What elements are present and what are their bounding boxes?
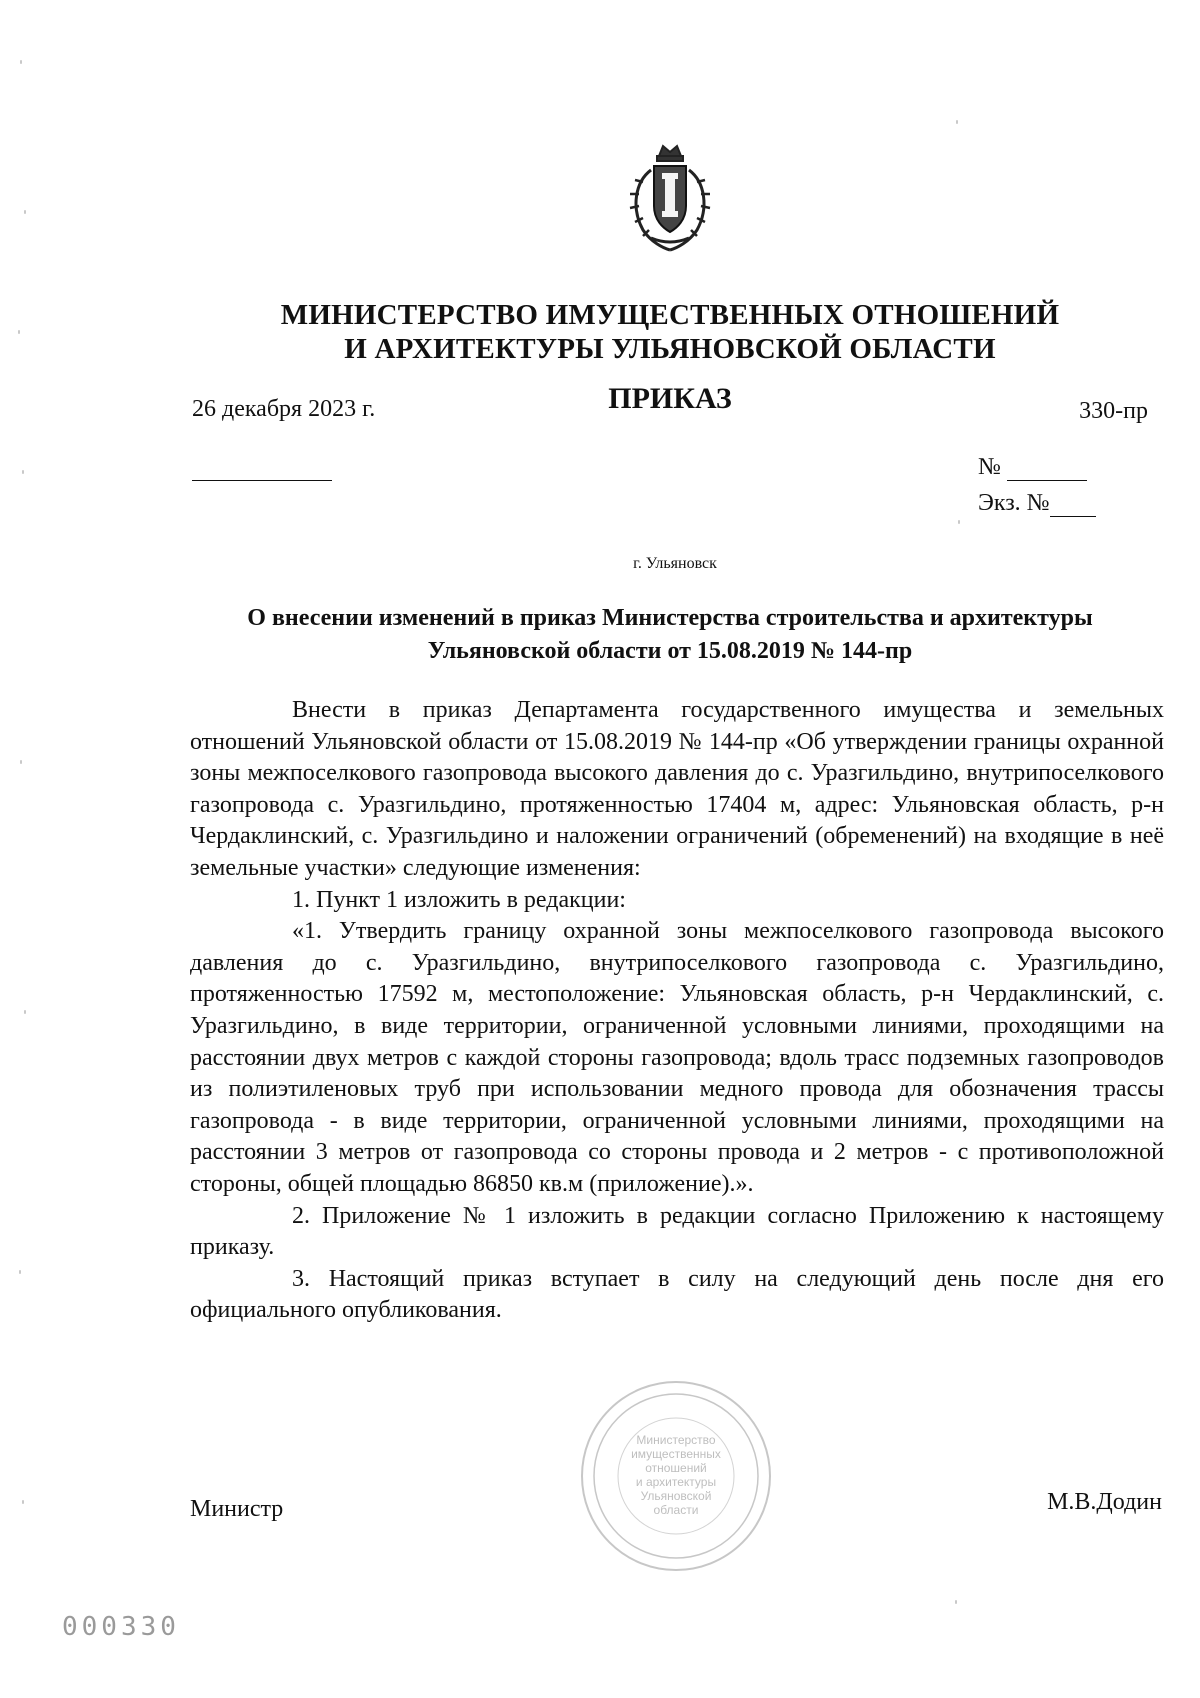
scan-speck: [22, 470, 24, 474]
number-label: №: [978, 454, 1001, 480]
seal-line1: Министерство: [636, 1433, 716, 1447]
blank-signature-line: [192, 480, 332, 481]
registration-number: [978, 454, 1087, 481]
copy-blank: [1050, 496, 1096, 517]
document-serial-number: 000330: [62, 1612, 180, 1642]
seal-line2: имущественных: [631, 1447, 721, 1461]
scan-speck: [20, 760, 22, 764]
seal-line4: и архитектуры: [635, 1475, 717, 1489]
document-type-title: ПРИКАЗ: [608, 382, 732, 415]
seal-line5: Ульяновской: [640, 1489, 712, 1503]
seal-line3: отношений: [645, 1461, 707, 1475]
scan-speck: [24, 210, 26, 214]
scan-speck: [958, 520, 960, 524]
order-body: [190, 695, 1164, 1327]
body-intro: Внести в приказ Департамента государственного имущества и земельных отношений Ульяновской области от 15.08.2019 № 144-пр «Об утверждении границы охранной зоны межпоселкового газопровода высокого давления до с. Уразгильдино, внутрипоселкового газопровода с. Уразгильдино, протяженностью 17404 м, адрес: Ульяновская область, р-н Чердаклинский, с. Уразгильдино и наложении ограничений (обременений) на входящие в неё земельные участки» следующие изменения:: [190, 697, 1164, 881]
subject-line1: О внесении изменений в приказ Министерства строительства и архитектуры: [247, 605, 1093, 631]
scan-speck: [956, 120, 958, 124]
seal-line6: области: [653, 1503, 699, 1517]
body-item1: 1. Пункт 1 изложить в редакции:: [292, 886, 626, 913]
order-subject: [180, 602, 1160, 668]
scan-speck: [20, 60, 22, 64]
ministry-name-line1: МИНИСТЕРСТВО ИМУЩЕСТВЕННЫХ ОТНОШЕНИЙ: [280, 299, 1060, 331]
scan-speck: [18, 330, 20, 334]
body-item3: 3. Настоящий приказ вступает в силу на следующий день после дня его официального опубликования.: [190, 1265, 1164, 1324]
scan-speck: [19, 1270, 21, 1274]
signatory-title: Министр: [190, 1496, 284, 1522]
copy-number: [978, 490, 1096, 517]
scan-speck: [955, 1600, 957, 1604]
scan-speck: [22, 1500, 24, 1504]
copy-label: Экз. №: [978, 490, 1050, 516]
order-date: 26 декабря 2023 г.: [192, 396, 376, 422]
order-number: 330-пр: [1079, 398, 1148, 424]
scan-speck: [24, 1010, 26, 1014]
body-item1-text: «1. Утвердить границу охранной зоны межпоселкового газопровода высокого давления до с. Уразгильдино, внутрипоселкового газопровода с. Уразгильдино, протяженностью 17592 м, местоположение: Ульяновская область, р-н Чердаклинский, с. Уразгильдино, в виде территории, ограниченной условными линиями, проходящими на расстоянии двух метров с каждой стороны газопровода; вдоль трасс подземных газопроводов из полиэтиленовых труб при использовании медного провода для обозначения трассы газопровода - в виде территории, ограниченной условными линиями, проходящими на расстоянии 3 метров от газопровода со стороны провода и 2 метров - с противоположной стороны, общей площадью 86850 кв.м (приложение).».: [190, 918, 1164, 1197]
body-item2: 2. Приложение № 1 изложить в редакции согласно Приложению к настоящему приказу.: [190, 1202, 1164, 1261]
ministry-name-line2: И АРХИТЕКТУРЫ УЛЬЯНОВСКОЙ ОБЛАСТИ: [344, 333, 996, 365]
signatory-name: М.В.Додин: [1047, 1489, 1162, 1515]
city-name: г. Ульяновск: [633, 555, 717, 572]
subject-line2: Ульяновской области от 15.08.2019 № 144-пр: [427, 638, 913, 664]
coat-of-arms-icon: [621, 142, 719, 254]
official-seal-icon: [578, 1378, 774, 1574]
number-blank: [1007, 460, 1087, 481]
